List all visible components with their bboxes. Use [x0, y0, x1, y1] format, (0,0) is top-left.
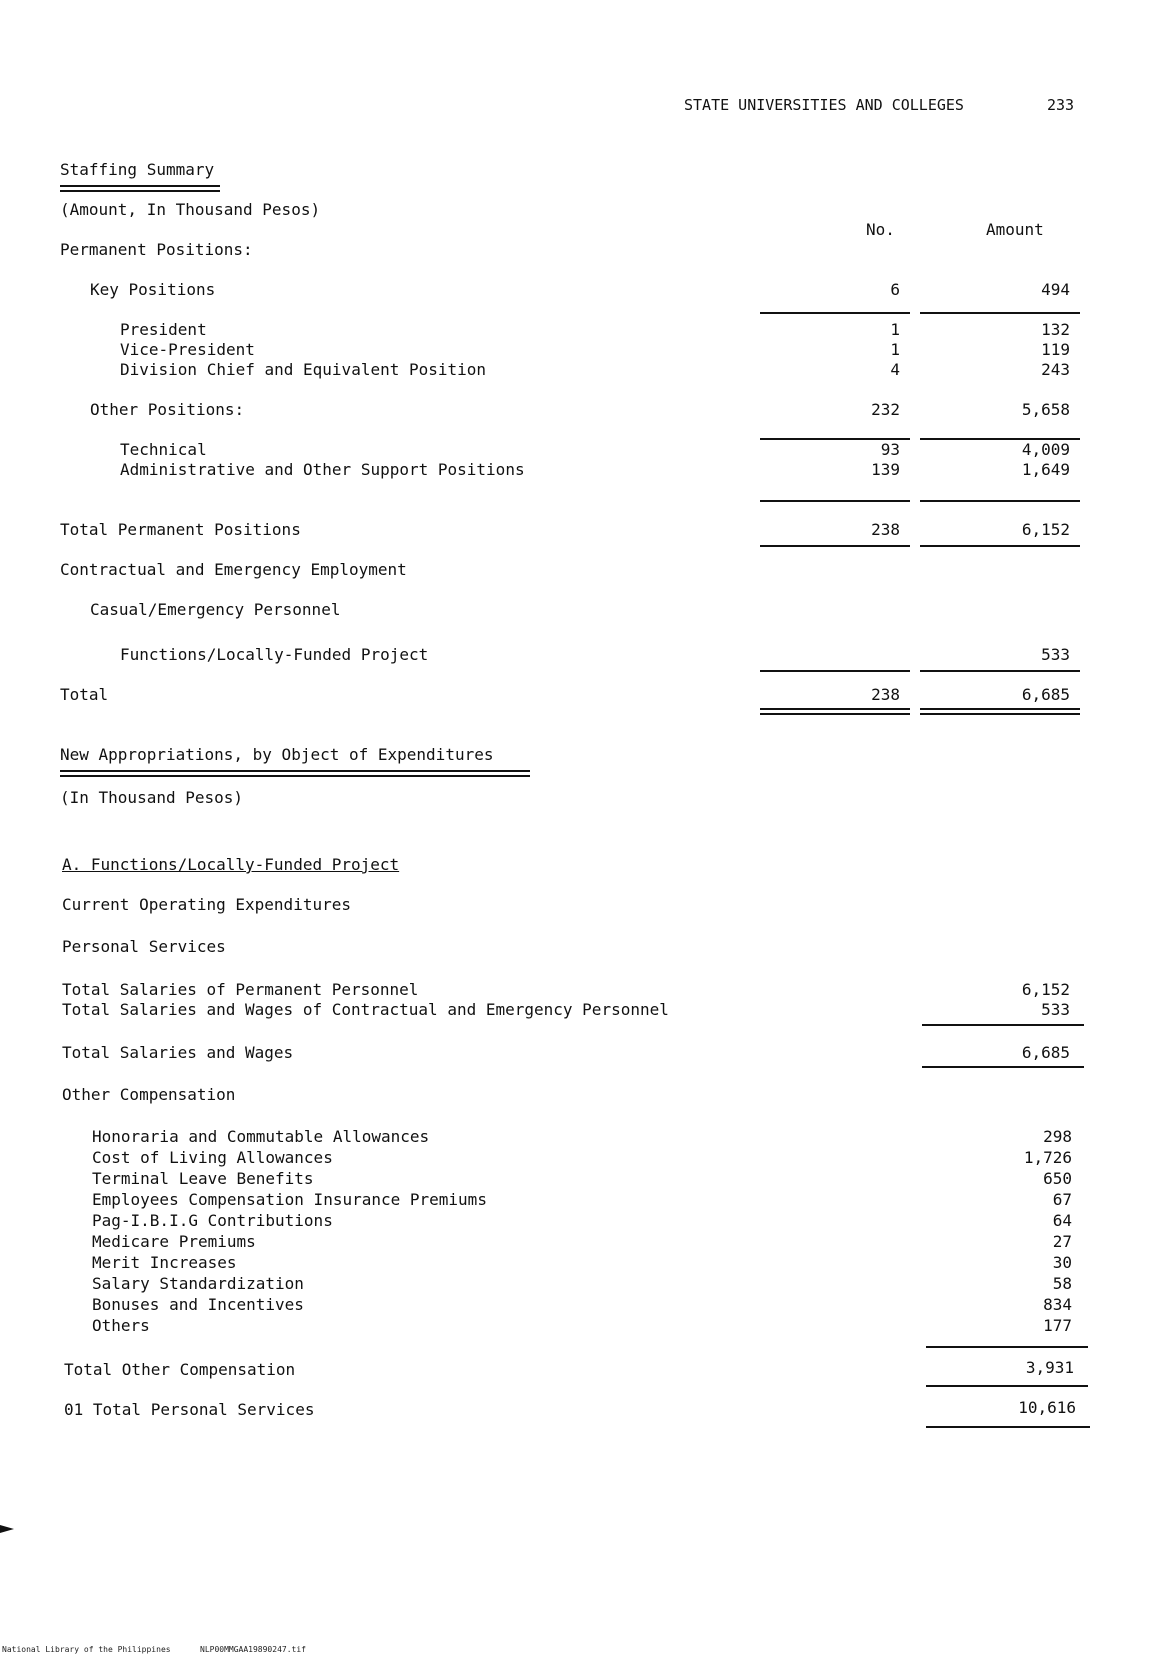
- appropriations-title: New Appropriations, by Object of Expenditures: [60, 745, 494, 764]
- total-other-compensation-amount: 3,931: [1025, 1358, 1074, 1377]
- compensation-item-amount: 27: [1052, 1232, 1072, 1251]
- grand-total-double-rule-no: [760, 708, 910, 715]
- compensation-item-amount: 58: [1052, 1274, 1072, 1293]
- staffing-total-label: Total: [60, 685, 109, 704]
- position-amount: 243: [1041, 360, 1070, 379]
- compensation-item-label: Merit Increases: [92, 1253, 237, 1272]
- subtotal-rule-no: [760, 545, 910, 547]
- other-positions-no: 232: [871, 400, 900, 419]
- compensation-item-label: Employees Compensation Insurance Premiums: [92, 1190, 487, 1209]
- staffing-summary-title: Staffing Summary: [60, 160, 215, 179]
- subtotal-rule-amount: [920, 545, 1080, 547]
- running-header-title: STATE UNIVERSITIES AND COLLEGES: [684, 96, 964, 114]
- salaries-label: Total Salaries and Wages of Contractual and Emergency Personnel: [62, 1000, 669, 1019]
- subtotal-rule-amount: [922, 1024, 1084, 1026]
- compensation-item-label: Salary Standardization: [92, 1274, 304, 1293]
- subtotal-rule-no: [760, 670, 910, 672]
- contractual-label: Contractual and Emergency Employment: [60, 560, 407, 579]
- position-amount: 4,009: [1021, 440, 1070, 459]
- salaries-amount: 6,152: [1021, 980, 1070, 999]
- total-other-compensation-label: Total Other Compensation: [64, 1360, 296, 1379]
- grand-total-rule: [926, 1426, 1090, 1428]
- staffing-total-no: 238: [871, 685, 900, 704]
- position-no: 4: [890, 360, 900, 379]
- position-label: Vice-President: [120, 340, 255, 359]
- compensation-item-label: Pag-I.B.I.G Contributions: [92, 1211, 333, 1230]
- page-number: 233: [1047, 96, 1075, 114]
- key-positions-label: Key Positions: [90, 280, 216, 299]
- compensation-item-amount: 64: [1052, 1211, 1072, 1230]
- total-personal-services-label: 01 Total Personal Services: [64, 1400, 315, 1419]
- subtotal-rule-amount: [922, 1066, 1084, 1068]
- position-amount: 1,649: [1021, 460, 1070, 479]
- other-positions-amount: 5,658: [1021, 400, 1070, 419]
- compensation-item-amount: 1,726: [1023, 1148, 1072, 1167]
- compensation-item-label: Terminal Leave Benefits: [92, 1169, 314, 1188]
- casual-label: Casual/Emergency Personnel: [90, 600, 341, 619]
- position-no: 1: [890, 340, 900, 359]
- position-amount: 119: [1041, 340, 1070, 359]
- functions-amount: 533: [1041, 645, 1070, 664]
- current-operating-label: Current Operating Expenditures: [62, 895, 351, 914]
- section-a-heading: A. Functions/Locally-Funded Project: [62, 855, 400, 874]
- total-permanent-no: 238: [871, 520, 900, 539]
- position-label: Administrative and Other Support Positions: [120, 460, 525, 479]
- permanent-positions-label: Permanent Positions:: [60, 240, 253, 259]
- compensation-item-amount: 67: [1052, 1190, 1072, 1209]
- subtotal-rule-amount: [920, 670, 1080, 672]
- compensation-item-label: Honoraria and Commutable Allowances: [92, 1127, 430, 1146]
- compensation-item-amount: 650: [1043, 1169, 1072, 1188]
- position-label: Division Chief and Equivalent Position: [120, 360, 487, 379]
- compensation-item-amount: 177: [1043, 1316, 1072, 1335]
- position-amount: 132: [1041, 320, 1070, 339]
- title-double-underline: [60, 185, 220, 192]
- compensation-item-amount: 834: [1043, 1295, 1072, 1314]
- compensation-item-label: Bonuses and Incentives: [92, 1295, 304, 1314]
- total-personal-services-amount: 10,616: [1018, 1398, 1076, 1417]
- salaries-label: Total Salaries of Permanent Personnel: [62, 980, 419, 999]
- subtotal-rule-amount: [926, 1346, 1088, 1348]
- position-label: Technical: [120, 440, 207, 459]
- position-label: President: [120, 320, 207, 339]
- position-no: 93: [880, 440, 900, 459]
- subtotal-rule-amount: [920, 312, 1080, 314]
- position-no: 1: [890, 320, 900, 339]
- column-header-no: No.: [866, 220, 895, 239]
- compensation-item-label: Medicare Premiums: [92, 1232, 256, 1251]
- total-salaries-amount: 6,685: [1021, 1043, 1070, 1062]
- other-positions-label: Other Positions:: [90, 400, 245, 419]
- subtotal-rule-amount: [926, 1385, 1088, 1387]
- total-salaries-label: Total Salaries and Wages: [62, 1043, 294, 1062]
- footer-library: National Library of the Philippines: [2, 1645, 171, 1654]
- key-positions-amount: 494: [1041, 280, 1070, 299]
- title-double-underline: [60, 770, 530, 777]
- margin-arrow-icon: [0, 1525, 14, 1533]
- subtotal-rule-amount: [920, 500, 1080, 502]
- functions-label: Functions/Locally-Funded Project: [120, 645, 429, 664]
- salaries-amount: 533: [1041, 1000, 1070, 1019]
- staffing-total-amount: 6,685: [1021, 685, 1070, 704]
- compensation-item-label: Cost of Living Allowances: [92, 1148, 333, 1167]
- compensation-item-label: Others: [92, 1316, 150, 1335]
- grand-total-double-rule-amount: [920, 708, 1080, 715]
- position-no: 139: [871, 460, 900, 479]
- total-permanent-amount: 6,152: [1021, 520, 1070, 539]
- compensation-item-amount: 30: [1052, 1253, 1072, 1272]
- compensation-item-amount: 298: [1043, 1127, 1072, 1146]
- staffing-subtitle: (Amount, In Thousand Pesos): [60, 200, 321, 219]
- subtotal-rule-no: [760, 500, 910, 502]
- column-header-amount: Amount: [986, 220, 1044, 239]
- key-positions-no: 6: [890, 280, 900, 299]
- footer-file: NLP00MMGAA19890247.tif: [200, 1645, 306, 1654]
- total-permanent-label: Total Permanent Positions: [60, 520, 301, 539]
- other-compensation-label: Other Compensation: [62, 1085, 236, 1104]
- personal-services-label: Personal Services: [62, 937, 226, 956]
- appropriations-subtitle: (In Thousand Pesos): [60, 788, 244, 807]
- subtotal-rule-no: [760, 312, 910, 314]
